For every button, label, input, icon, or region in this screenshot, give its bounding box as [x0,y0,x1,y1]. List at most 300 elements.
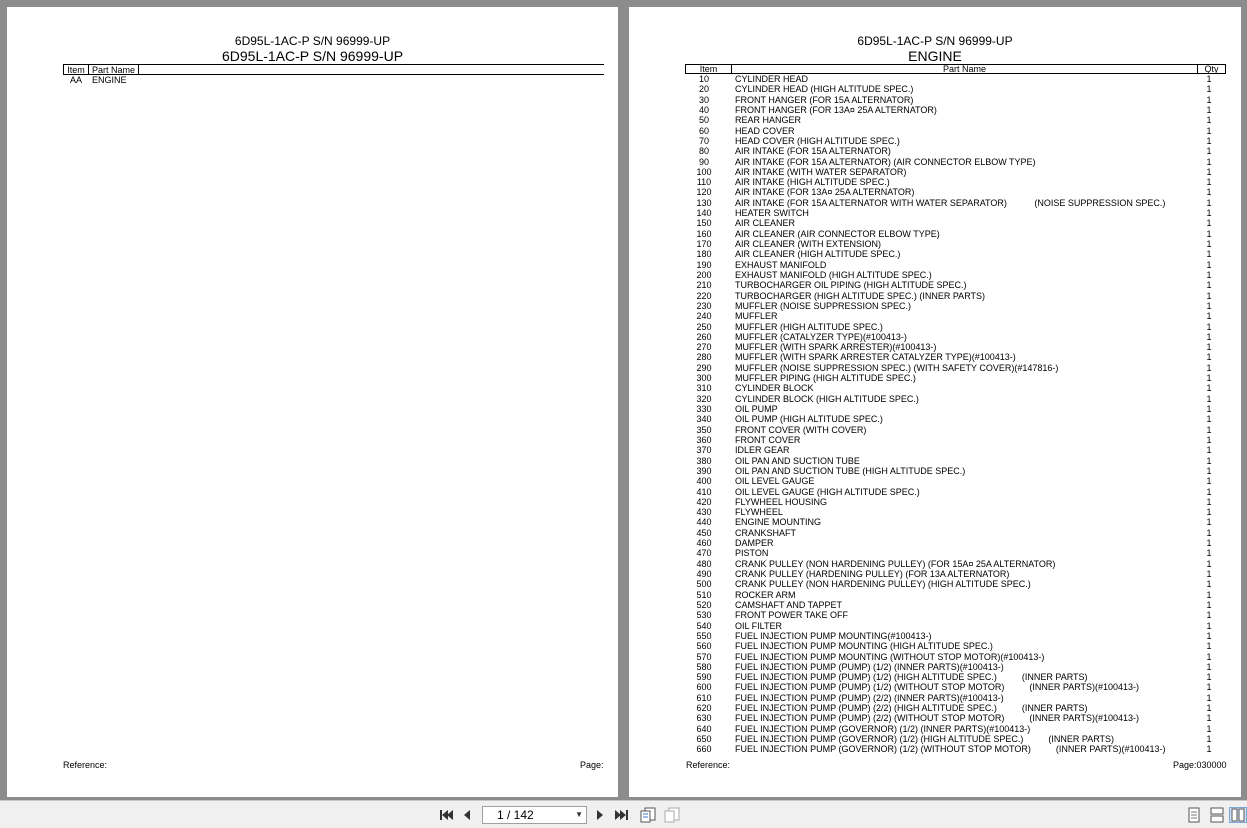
part-item-number: 90 [698,156,709,167]
part-name: MUFFLER (WITH SPARK ARRESTER CATALYZER TYPE)(#100413-) [735,352,1016,363]
part-qty: 1 [1206,641,1212,652]
parts-row[interactable] [685,363,1226,373]
part-item-number: 210 [696,280,712,291]
part-qty: 1 [1206,74,1212,84]
parts-row[interactable] [685,301,1226,311]
parts-row[interactable] [685,641,1226,651]
parts-table-header [685,64,1226,74]
part-name: FRONT HANGER (FOR 15A ALTERNATOR) [735,94,914,105]
parts-row[interactable] [685,352,1226,362]
part-item-number: 360 [696,434,712,445]
parts-row[interactable] [685,528,1226,538]
part-item-number: 50 [698,115,709,126]
page-title-large: 6D95L-1AC-P S/N 96999-UP [221,48,404,64]
parts-row[interactable] [685,672,1226,682]
part-name: ROCKER ARM [735,589,796,600]
parts-row[interactable] [685,260,1226,270]
part-item-number: 290 [696,362,712,373]
parts-row[interactable] [685,115,1226,125]
parts-row[interactable] [685,476,1226,486]
part-qty: 1 [1206,300,1212,311]
parts-row[interactable] [685,239,1226,249]
part-item-number: 190 [696,259,712,270]
chevron-down-icon[interactable]: ▼ [575,810,583,819]
part-qty: 1 [1206,125,1212,136]
part-item-number: 470 [696,548,712,559]
col-header-item: Item [686,65,732,73]
part-qty: 1 [1206,331,1212,342]
part-item-number: 270 [696,342,712,353]
part-item-number: 110 [696,177,712,188]
part-qty: 1 [1206,424,1212,435]
reference-label: Reference: [63,760,108,770]
part-qty: 1 [1206,187,1212,198]
part-name: TURBOCHARGER OIL PIPING (HIGH ALTITUDE SPEC.) [735,280,967,291]
part-item-number: 160 [696,228,712,239]
part-qty: 1 [1206,569,1212,579]
part-qty: 1 [1206,135,1212,146]
index-item: AA [69,75,82,85]
part-name: CRANK PULLEY (NON HARDENING PULLEY) (HIGH ALTITUDE SPEC.) [735,579,1031,590]
part-name: FUEL INJECTION PUMP (PUMP) (1/2) (INNER PARTS)(#100413-) [735,661,1004,672]
part-qty: 1 [1206,496,1212,507]
part-qty: 1 [1206,579,1212,590]
part-name: MUFFLER (WITH SPARK ARRESTER)(#100413-) [735,342,937,353]
part-name: ENGINE MOUNTING [735,517,822,528]
part-qty: 1 [1206,703,1212,714]
part-item-number: 310 [696,383,712,394]
parts-row[interactable] [685,579,1226,589]
parts-row[interactable] [685,291,1226,301]
part-qty: 1 [1206,486,1212,497]
part-item-number: 240 [696,311,712,322]
part-name: FLYWHEEL HOUSING [735,496,828,507]
next-page-icon[interactable] [593,807,607,823]
parts-row[interactable] [685,95,1226,105]
part-qty: 1 [1206,445,1212,456]
part-name: PISTON [735,548,769,559]
part-name: FUEL INJECTION PUMP MOUNTING (WITHOUT STOP MOTOR)(#100413-) [735,651,1045,662]
part-item-number: 450 [696,527,712,538]
parts-row[interactable] [685,373,1226,383]
part-item-number: 420 [696,496,712,507]
parts-row[interactable] [685,425,1226,435]
parts-table-body [685,74,1226,755]
part-qty: 1 [1206,630,1212,641]
part-qty: 1 [1206,723,1212,734]
single-page-view-icon[interactable] [1186,807,1202,823]
index-table [63,64,604,85]
last-page-icon[interactable] [614,807,630,823]
part-qty: 1 [1206,249,1212,260]
part-name: AIR INTAKE (FOR 15A ALTERNATOR) (AIR CONNECTOR ELBOW TYPE) [735,156,1036,167]
parts-row[interactable] [685,218,1226,228]
parts-row[interactable] [685,342,1226,352]
part-name: HEAD COVER (HIGH ALTITUDE SPEC.) [735,135,900,146]
part-name: AIR INTAKE (FOR 15A ALTERNATOR) [735,146,891,157]
part-item-number: 350 [696,424,712,435]
part-name: OIL PAN AND SUCTION TUBE [735,455,860,466]
part-name: AIR CLEANER (AIR CONNECTOR ELBOW TYPE) [735,228,940,239]
part-item-number: 80 [698,146,709,157]
part-item-number: 150 [696,218,712,229]
parts-row[interactable] [685,208,1226,218]
parts-row[interactable] [685,270,1226,280]
part-name: HEATER SWITCH [735,208,809,219]
part-item-number: 590 [696,672,712,683]
fit-width-icon[interactable] [663,807,681,823]
part-qty: 1 [1206,713,1212,724]
page-label: Page:030000 [1173,760,1227,770]
part-qty: 1 [1206,321,1212,332]
part-name: MUFFLER (NOISE SUPPRESSION SPEC.) [735,300,912,311]
part-name: EXHAUST MANIFOLD [735,259,827,270]
part-item-number: 520 [696,599,712,610]
parts-row[interactable] [685,383,1226,393]
part-qty: 1 [1206,538,1212,549]
parts-row[interactable] [685,693,1226,703]
parts-row[interactable] [685,177,1226,187]
part-item-number: 120 [696,187,712,198]
part-name: FUEL INJECTION PUMP (GOVERNOR) (1/2) (INNER PARTS)(#100413-) [735,723,1031,734]
part-qty: 1 [1206,115,1212,126]
parts-row[interactable] [685,548,1226,558]
parts-row[interactable] [685,280,1226,290]
parts-row[interactable] [685,517,1226,527]
part-qty: 1 [1206,558,1212,569]
part-qty: 1 [1206,734,1212,744]
parts-row[interactable] [685,569,1226,579]
parts-row[interactable] [685,146,1226,156]
parts-row[interactable] [685,703,1226,713]
part-item-number: 660 [696,744,712,755]
part-item-number: 570 [696,651,712,662]
parts-row[interactable] [685,435,1226,445]
part-item-number: 70 [698,135,709,146]
part-item-number: 510 [696,589,712,600]
part-item-number: 430 [696,507,712,518]
part-item-number: 100 [696,166,712,177]
part-item-number: 180 [696,249,712,260]
part-qty: 1 [1206,197,1212,208]
parts-row[interactable] [685,394,1226,404]
part-item-number: 530 [696,610,712,621]
part-name: FRONT POWER TAKE OFF [735,610,849,621]
parts-row[interactable] [685,157,1226,167]
part-qty: 1 [1206,218,1212,229]
parts-row[interactable] [685,538,1226,548]
part-item-number: 610 [696,692,712,703]
part-item-number: 220 [696,290,712,301]
part-name: MUFFLER (CATALYZER TYPE)(#100413-) [735,331,907,342]
part-item-number: 280 [696,352,712,363]
part-name: FRONT COVER [735,434,801,445]
part-qty: 1 [1206,177,1212,188]
part-name: FUEL INJECTION PUMP (PUMP) (1/2) (WITHOUT STOP MOTOR) (INNER PARTS)(#100413-) [735,682,1140,693]
section-title: ENGINE [908,48,962,64]
part-name: FUEL INJECTION PUMP MOUNTING (HIGH ALTITUDE SPEC.) [735,641,993,652]
part-name: REAR HANGER [735,115,802,126]
part-name: OIL LEVEL GAUGE (HIGH ALTITUDE SPEC.) [735,486,920,497]
part-name: OIL FILTER [735,620,783,631]
part-name: CYLINDER HEAD [735,74,809,84]
col-header-item: Item [63,65,89,74]
part-name: MUFFLER (NOISE SUPPRESSION SPEC.) (WITH SAFETY COVER)(#147816-) [735,362,1059,373]
part-name: FLYWHEEL [735,507,783,518]
page-number-input[interactable] [482,806,587,824]
part-qty: 1 [1206,311,1212,322]
reference-label: Reference: [686,760,731,770]
parts-row[interactable] [685,600,1226,610]
part-item-number: 30 [698,94,709,105]
part-qty: 1 [1206,383,1212,394]
part-item-number: 390 [696,465,712,476]
part-name: FUEL INJECTION PUMP (PUMP) (2/2) (WITHOUT STOP MOTOR) (INNER PARTS)(#100413-) [735,713,1140,724]
part-item-number: 340 [696,414,712,425]
parts-row[interactable] [685,322,1226,332]
parts-row[interactable] [685,445,1226,455]
parts-row[interactable] [685,621,1226,631]
parts-row[interactable] [685,487,1226,497]
part-qty: 1 [1206,280,1212,291]
part-item-number: 490 [696,569,712,579]
first-page-icon[interactable] [438,807,454,823]
part-item-number: 620 [696,703,712,714]
parts-row[interactable] [685,456,1226,466]
page-title-small: 6D95L-1AC-P S/N 96999-UP [857,34,1013,48]
part-qty: 1 [1206,352,1212,363]
part-qty: 1 [1206,362,1212,373]
part-item-number: 40 [698,104,709,115]
parts-row[interactable] [685,414,1226,424]
part-name: OIL LEVEL GAUGE [735,476,815,487]
part-item-number: 130 [696,197,712,208]
part-name: AIR INTAKE (FOR 13A¤ 25A ALTERNATOR) [735,187,915,198]
parts-row[interactable] [685,187,1226,197]
parts-row[interactable] [685,652,1226,662]
part-qty: 1 [1206,156,1212,167]
part-item-number: 170 [696,239,712,249]
part-qty: 1 [1206,104,1212,115]
part-qty: 1 [1206,84,1212,95]
parts-row[interactable] [685,198,1226,208]
part-qty: 1 [1206,692,1212,703]
part-name: FUEL INJECTION PUMP (PUMP) (2/2) (INNER PARTS)(#100413-) [735,692,1004,703]
part-name: CYLINDER HEAD (HIGH ALTITUDE SPEC.) [735,84,914,95]
part-qty: 1 [1206,517,1212,528]
part-name: AIR CLEANER (HIGH ALTITUDE SPEC.) [735,249,901,260]
part-name: MUFFLER (HIGH ALTITUDE SPEC.) [735,321,883,332]
parts-row[interactable] [685,84,1226,94]
part-name: IDLER GEAR [735,445,790,456]
part-qty: 1 [1206,342,1212,353]
part-name: DAMPER [735,538,774,549]
part-name: FRONT COVER (WITH COVER) [735,424,867,435]
part-item-number: 640 [696,723,712,734]
part-item-number: 580 [696,661,712,672]
prev-page-icon[interactable] [460,807,474,823]
continuous-view-icon[interactable] [1209,807,1225,823]
part-item-number: 550 [696,630,712,641]
part-qty: 1 [1206,404,1212,414]
part-name: FUEL INJECTION PUMP (PUMP) (1/2) (HIGH ALTITUDE SPEC.) (INNER PARTS) [735,672,1088,683]
part-name: CRANK PULLEY (HARDENING PULLEY) (FOR 13A ALTERNATOR) [735,569,1010,579]
part-item-number: 630 [696,713,712,724]
part-item-number: 20 [698,84,709,95]
part-item-number: 320 [696,393,712,404]
part-item-number: 480 [696,558,712,569]
part-name: OIL PUMP (HIGH ALTITUDE SPEC.) [735,414,883,425]
index-row[interactable] [63,75,604,85]
part-item-number: 10 [698,74,709,84]
part-name: AIR CLEANER [735,218,796,229]
part-name: CYLINDER BLOCK [735,383,814,394]
part-qty: 1 [1206,259,1212,270]
part-item-number: 60 [698,125,709,136]
part-item-number: 300 [696,373,712,384]
part-qty: 1 [1206,610,1212,621]
part-qty: 1 [1206,290,1212,301]
parts-row[interactable] [685,249,1226,259]
part-item-number: 250 [696,321,712,332]
page-indicator: 1 / 142 [497,808,534,822]
part-name: CYLINDER BLOCK (HIGH ALTITUDE SPEC.) [735,393,919,404]
part-item-number: 260 [696,331,712,342]
part-qty: 1 [1206,651,1212,662]
parts-row[interactable] [685,497,1226,507]
parts-row[interactable] [685,734,1226,744]
part-qty: 1 [1206,373,1212,384]
col-header-part-name: Part Name [89,65,139,74]
parts-table [685,64,1226,755]
parts-row[interactable] [685,74,1226,84]
part-qty: 1 [1206,476,1212,487]
part-qty: 1 [1206,434,1212,445]
part-qty: 1 [1206,166,1212,177]
part-qty: 1 [1206,414,1212,425]
part-name: CAMSHAFT AND TAPPET [735,599,843,610]
parts-row[interactable] [685,332,1226,342]
index-part-name: ENGINE [92,75,127,85]
parts-row[interactable] [685,662,1226,672]
part-qty: 1 [1206,465,1212,476]
part-qty: 1 [1206,455,1212,466]
parts-row[interactable] [685,590,1226,600]
parts-row[interactable] [685,229,1226,239]
parts-row[interactable] [685,744,1226,754]
part-qty: 1 [1206,239,1212,249]
page-title-small: 6D95L-1AC-P S/N 96999-UP [234,34,391,48]
part-name: FUEL INJECTION PUMP (GOVERNOR) (1/2) (WITHOUT STOP MOTOR) (INNER PARTS)(#100413-) [735,744,1166,755]
part-qty: 1 [1206,620,1212,631]
part-name: AIR INTAKE (HIGH ALTITUDE SPEC.) [735,177,890,188]
part-qty: 1 [1206,146,1212,157]
part-item-number: 140 [696,208,712,219]
part-item-number: 230 [696,300,712,311]
part-qty: 1 [1206,94,1212,105]
part-item-number: 400 [696,476,712,487]
part-name: AIR INTAKE (FOR 15A ALTERNATOR WITH WATER SEPARATOR) (NOISE SUPPRESSION SPEC.) [735,197,1166,208]
part-qty: 1 [1206,527,1212,538]
part-name: AIR CLEANER (WITH EXTENSION) [735,239,882,249]
page-label: Page: [580,760,604,770]
fit-page-icon[interactable] [639,807,657,823]
part-qty: 1 [1206,599,1212,610]
parts-row[interactable] [685,167,1226,177]
part-name: OIL PAN AND SUCTION TUBE (HIGH ALTITUDE SPEC.) [735,465,966,476]
part-name: FUEL INJECTION PUMP (PUMP) (2/2) (HIGH ALTITUDE SPEC.) (INNER PARTS) [735,703,1088,714]
part-qty: 1 [1206,269,1212,280]
part-item-number: 600 [696,682,712,693]
part-qty: 1 [1206,661,1212,672]
part-name: FUEL INJECTION PUMP (GOVERNOR) (1/2) (HIGH ALTITUDE SPEC.) (INNER PARTS) [735,734,1115,744]
part-qty: 1 [1206,548,1212,559]
document-page-left [7,7,618,797]
part-name: TURBOCHARGER (HIGH ALTITUDE SPEC.) (INNER PARTS) [735,290,986,301]
index-table-header [63,64,604,75]
part-name: EXHAUST MANIFOLD (HIGH ALTITUDE SPEC.) [735,269,932,280]
part-name: FRONT HANGER (FOR 13A¤ 25A ALTERNATOR) [735,104,937,115]
parts-row[interactable] [685,682,1226,692]
part-name: CRANK PULLEY (NON HARDENING PULLEY) (FOR 15A¤ 25A ALTERNATOR) [735,558,1056,569]
part-name: HEAD COVER [735,125,795,136]
parts-row[interactable] [685,507,1226,517]
part-item-number: 410 [696,486,712,497]
part-name: OIL PUMP [735,404,778,414]
part-item-number: 500 [696,579,712,590]
document-page-right [629,7,1241,797]
col-header-part-name: Part Name [732,65,1198,73]
parts-row[interactable] [685,404,1226,414]
part-qty: 1 [1206,208,1212,219]
part-item-number: 560 [696,641,712,652]
parts-row[interactable] [685,559,1226,569]
part-item-number: 440 [696,517,712,528]
part-item-number: 330 [696,404,712,414]
col-header-qty: Qty [1204,64,1219,74]
part-qty: 1 [1206,744,1212,755]
part-item-number: 200 [696,269,712,280]
part-item-number: 650 [696,734,712,744]
part-item-number: 380 [696,455,712,466]
part-qty: 1 [1206,589,1212,600]
part-qty: 1 [1206,507,1212,518]
part-qty: 1 [1206,672,1212,683]
part-name: MUFFLER PIPING (HIGH ALTITUDE SPEC.) [735,373,916,384]
parts-row[interactable] [685,136,1226,146]
part-item-number: 540 [696,620,712,631]
part-qty: 1 [1206,682,1212,693]
part-name: FUEL INJECTION PUMP MOUNTING(#100413-) [735,630,932,641]
part-qty: 1 [1206,393,1212,404]
parts-row[interactable] [685,126,1226,136]
parts-row[interactable] [685,724,1226,734]
part-qty: 1 [1206,228,1212,239]
part-item-number: 460 [696,538,712,549]
part-item-number: 370 [696,445,712,456]
parts-row[interactable] [685,610,1226,620]
parts-row[interactable] [685,713,1226,723]
parts-row[interactable] [685,631,1226,641]
parts-row[interactable] [685,311,1226,321]
part-name: AIR INTAKE (WITH WATER SEPARATOR) [735,166,907,177]
two-page-view-icon[interactable] [1229,807,1247,823]
part-name: MUFFLER [735,311,778,322]
part-name: CRANKSHAFT [735,527,797,538]
parts-row[interactable] [685,466,1226,476]
viewer-toolbar [0,800,1247,828]
parts-row[interactable] [685,105,1226,115]
